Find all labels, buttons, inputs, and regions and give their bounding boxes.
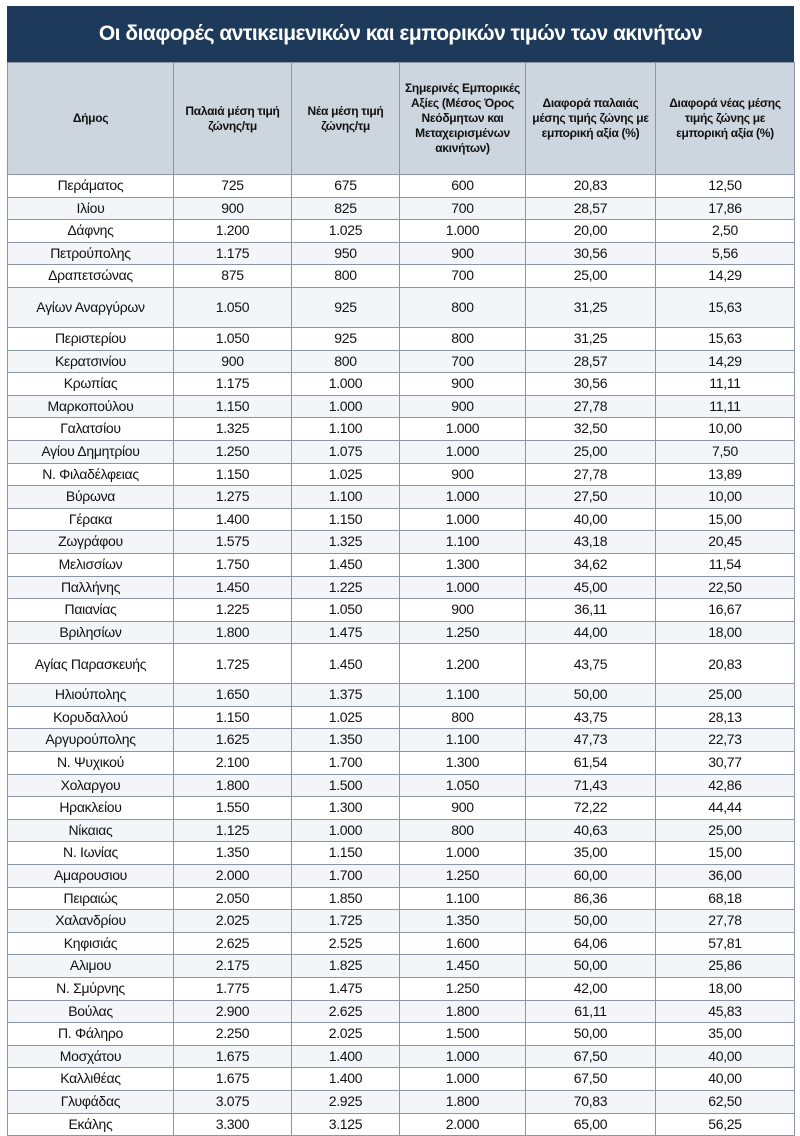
cell-market-value: 800	[400, 819, 526, 842]
cell-old-diff-percent: 43,75	[526, 706, 656, 729]
cell-municipality: Ηρακλείου	[8, 797, 174, 820]
cell-new-diff-percent: 10,00	[656, 486, 795, 509]
cell-new-diff-percent: 17,86	[656, 197, 795, 220]
cell-municipality: Αλιμου	[8, 955, 174, 978]
cell-new-diff-percent: 40,00	[656, 1068, 795, 1091]
cell-municipality: Ν. Ιωνίας	[8, 842, 174, 865]
cell-market-value: 900	[400, 242, 526, 265]
cell-new-zone-price: 1.150	[292, 842, 400, 865]
cell-municipality: Κερατσινίου	[8, 350, 174, 373]
cell-old-zone-price: 1.350	[174, 842, 292, 865]
cell-old-zone-price: 1.050	[174, 327, 292, 350]
table-row	[8, 1113, 795, 1136]
table-row	[8, 265, 795, 288]
cell-old-diff-percent: 43,18	[526, 531, 656, 554]
cell-market-value: 700	[400, 350, 526, 373]
cell-old-diff-percent: 30,56	[526, 373, 656, 396]
infographic-frame	[7, 6, 794, 1132]
cell-old-diff-percent: 25,00	[526, 440, 656, 463]
cell-market-value: 1.000	[400, 508, 526, 531]
cell-municipality: Βύρωνα	[8, 486, 174, 509]
cell-new-zone-price: 1.150	[292, 508, 400, 531]
cell-new-zone-price: 1.450	[292, 553, 400, 576]
cell-market-value: 1.300	[400, 553, 526, 576]
cell-new-diff-percent: 22,73	[656, 729, 795, 752]
table-row	[8, 463, 795, 486]
cell-municipality: Πειραιώς	[8, 887, 174, 910]
cell-market-value: 1.050	[400, 774, 526, 797]
cell-old-diff-percent: 50,00	[526, 684, 656, 707]
cell-new-zone-price: 1.400	[292, 1045, 400, 1068]
table-row	[8, 978, 795, 1001]
cell-new-zone-price: 800	[292, 265, 400, 288]
cell-new-diff-percent: 45,83	[656, 1000, 795, 1023]
cell-market-value: 900	[400, 599, 526, 622]
cell-old-diff-percent: 27,50	[526, 486, 656, 509]
cell-old-zone-price: 1.750	[174, 553, 292, 576]
cell-new-diff-percent: 10,00	[656, 418, 795, 441]
cell-new-zone-price: 1.825	[292, 955, 400, 978]
cell-new-zone-price: 675	[292, 175, 400, 198]
cell-market-value: 600	[400, 175, 526, 198]
cell-municipality: Πετρούπολης	[8, 242, 174, 265]
cell-municipality: Καλλιθέας	[8, 1068, 174, 1091]
cell-old-zone-price: 1.400	[174, 508, 292, 531]
cell-market-value: 800	[400, 327, 526, 350]
cell-old-diff-percent: 30,56	[526, 242, 656, 265]
cell-old-zone-price: 2.250	[174, 1023, 292, 1046]
table-row	[8, 1000, 795, 1023]
cell-new-diff-percent: 25,00	[656, 819, 795, 842]
header-old-diff-percent: Διαφορά παλαιάς μέσης τιμής ζώνης με εμπορική αξία (%)	[526, 63, 656, 175]
cell-municipality: Γαλατσίου	[8, 418, 174, 441]
cell-old-diff-percent: 42,00	[526, 978, 656, 1001]
cell-municipality: Εκάλης	[8, 1113, 174, 1136]
header-municipality: Δήμος	[8, 63, 174, 175]
cell-old-diff-percent: 20,83	[526, 175, 656, 198]
cell-new-zone-price: 2.025	[292, 1023, 400, 1046]
cell-new-diff-percent: 5,56	[656, 242, 795, 265]
cell-market-value: 1.000	[400, 576, 526, 599]
table-row	[8, 752, 795, 775]
cell-new-diff-percent: 13,89	[656, 463, 795, 486]
cell-old-diff-percent: 67,50	[526, 1045, 656, 1068]
cell-new-zone-price: 950	[292, 242, 400, 265]
table-row	[8, 887, 795, 910]
cell-old-diff-percent: 40,63	[526, 819, 656, 842]
table-row	[8, 440, 795, 463]
cell-municipality: Μοσχάτου	[8, 1045, 174, 1068]
cell-new-diff-percent: 68,18	[656, 887, 795, 910]
cell-new-zone-price: 1.700	[292, 865, 400, 888]
cell-new-zone-price: 1.225	[292, 576, 400, 599]
cell-new-zone-price: 2.625	[292, 1000, 400, 1023]
cell-market-value: 1.500	[400, 1023, 526, 1046]
cell-old-diff-percent: 25,00	[526, 265, 656, 288]
header-new-zone-price: Νέα μέση τιμή ζώνης/τμ	[292, 63, 400, 175]
cell-new-diff-percent: 7,50	[656, 440, 795, 463]
header-row	[8, 63, 795, 175]
cell-market-value: 800	[400, 287, 526, 327]
table-row	[8, 508, 795, 531]
cell-old-diff-percent: 50,00	[526, 910, 656, 933]
cell-old-zone-price: 1.175	[174, 373, 292, 396]
cell-new-zone-price: 1.000	[292, 373, 400, 396]
table-title: Οι διαφορές αντικειμενικών και εμπορικών τιμών των ακινήτων	[7, 6, 794, 62]
cell-old-diff-percent: 36,11	[526, 599, 656, 622]
table-row	[8, 842, 795, 865]
cell-old-diff-percent: 61,11	[526, 1000, 656, 1023]
cell-municipality: Βούλας	[8, 1000, 174, 1023]
cell-old-zone-price: 1.150	[174, 395, 292, 418]
cell-municipality: Δραπετσώνας	[8, 265, 174, 288]
cell-new-diff-percent: 36,00	[656, 865, 795, 888]
cell-old-zone-price: 1.675	[174, 1045, 292, 1068]
table-row	[8, 242, 795, 265]
cell-market-value: 1.000	[400, 440, 526, 463]
cell-new-zone-price: 1.025	[292, 463, 400, 486]
cell-market-value: 700	[400, 265, 526, 288]
table-row	[8, 706, 795, 729]
cell-old-zone-price: 1.125	[174, 819, 292, 842]
cell-new-zone-price: 2.525	[292, 932, 400, 955]
table-row	[8, 553, 795, 576]
cell-new-diff-percent: 11,11	[656, 395, 795, 418]
cell-new-diff-percent: 18,00	[656, 621, 795, 644]
cell-old-diff-percent: 31,25	[526, 287, 656, 327]
cell-old-diff-percent: 27,78	[526, 463, 656, 486]
table-row	[8, 350, 795, 373]
cell-new-diff-percent: 11,11	[656, 373, 795, 396]
cell-new-diff-percent: 20,83	[656, 644, 795, 684]
cell-market-value: 900	[400, 797, 526, 820]
cell-municipality: Κηφισιάς	[8, 932, 174, 955]
cell-municipality: Περάματος	[8, 175, 174, 198]
cell-market-value: 1.100	[400, 531, 526, 554]
cell-market-value: 1.250	[400, 865, 526, 888]
cell-old-diff-percent: 67,50	[526, 1068, 656, 1091]
cell-municipality: Αγίου Δημητρίου	[8, 440, 174, 463]
cell-old-diff-percent: 50,00	[526, 1023, 656, 1046]
cell-municipality: Κορυδαλλού	[8, 706, 174, 729]
cell-market-value: 1.100	[400, 887, 526, 910]
table-row	[8, 1023, 795, 1046]
cell-market-value: 1.000	[400, 486, 526, 509]
table-row	[8, 287, 795, 327]
cell-new-diff-percent: 44,44	[656, 797, 795, 820]
cell-old-diff-percent: 61,54	[526, 752, 656, 775]
table-row	[8, 865, 795, 888]
cell-old-diff-percent: 65,00	[526, 1113, 656, 1136]
cell-new-zone-price: 1.000	[292, 819, 400, 842]
cell-new-zone-price: 1.475	[292, 621, 400, 644]
cell-old-zone-price: 3.075	[174, 1090, 292, 1113]
cell-old-diff-percent: 43,75	[526, 644, 656, 684]
cell-old-diff-percent: 44,00	[526, 621, 656, 644]
cell-new-diff-percent: 2,50	[656, 220, 795, 243]
table-row	[8, 373, 795, 396]
cell-old-zone-price: 875	[174, 265, 292, 288]
table-row	[8, 1068, 795, 1091]
cell-old-diff-percent: 35,00	[526, 842, 656, 865]
cell-municipality: Ν. Σμύρνης	[8, 978, 174, 1001]
cell-old-zone-price: 1.575	[174, 531, 292, 554]
cell-new-zone-price: 1.050	[292, 599, 400, 622]
table-row	[8, 797, 795, 820]
cell-market-value: 1.000	[400, 1045, 526, 1068]
table-row	[8, 327, 795, 350]
cell-old-zone-price: 1.775	[174, 978, 292, 1001]
cell-new-diff-percent: 40,00	[656, 1045, 795, 1068]
cell-old-diff-percent: 64,06	[526, 932, 656, 955]
cell-old-diff-percent: 27,78	[526, 395, 656, 418]
cell-market-value: 1.000	[400, 1068, 526, 1091]
cell-old-diff-percent: 40,00	[526, 508, 656, 531]
header-market-value: Σημερινές Εμπορικές Αξίες (Μέσος Όρος Νεόδμητων και Μεταχειρισμένων ακινήτων)	[400, 63, 526, 175]
cell-market-value: 1.800	[400, 1090, 526, 1113]
cell-market-value: 1.800	[400, 1000, 526, 1023]
cell-new-diff-percent: 20,45	[656, 531, 795, 554]
cell-new-diff-percent: 16,67	[656, 599, 795, 622]
cell-market-value: 1.000	[400, 418, 526, 441]
cell-new-diff-percent: 28,13	[656, 706, 795, 729]
cell-old-zone-price: 1.150	[174, 463, 292, 486]
cell-old-zone-price: 725	[174, 175, 292, 198]
cell-new-zone-price: 825	[292, 197, 400, 220]
cell-new-diff-percent: 62,50	[656, 1090, 795, 1113]
cell-old-zone-price: 1.650	[174, 684, 292, 707]
cell-municipality: Αγίων Αναργύρων	[8, 287, 174, 327]
cell-old-zone-price: 1.200	[174, 220, 292, 243]
cell-new-diff-percent: 14,29	[656, 265, 795, 288]
cell-old-zone-price: 1.175	[174, 242, 292, 265]
table-row	[8, 395, 795, 418]
cell-old-diff-percent: 47,73	[526, 729, 656, 752]
cell-old-zone-price: 1.625	[174, 729, 292, 752]
cell-new-zone-price: 800	[292, 350, 400, 373]
cell-municipality: Ζωγράφου	[8, 531, 174, 554]
cell-old-zone-price: 1.225	[174, 599, 292, 622]
property-values-table	[7, 62, 795, 1136]
cell-market-value: 1.250	[400, 978, 526, 1001]
cell-new-zone-price: 1.025	[292, 220, 400, 243]
cell-new-zone-price: 3.125	[292, 1113, 400, 1136]
table-row	[8, 932, 795, 955]
table-row	[8, 644, 795, 684]
cell-old-diff-percent: 31,25	[526, 327, 656, 350]
cell-municipality: Αμαρουσιου	[8, 865, 174, 888]
table-row	[8, 774, 795, 797]
table-row	[8, 418, 795, 441]
table-row	[8, 955, 795, 978]
cell-new-zone-price: 1.025	[292, 706, 400, 729]
cell-market-value: 900	[400, 395, 526, 418]
cell-new-zone-price: 1.375	[292, 684, 400, 707]
cell-new-diff-percent: 35,00	[656, 1023, 795, 1046]
cell-market-value: 2.000	[400, 1113, 526, 1136]
cell-municipality: Αγίας Παρασκευής	[8, 644, 174, 684]
cell-old-diff-percent: 72,22	[526, 797, 656, 820]
table-row	[8, 576, 795, 599]
cell-old-diff-percent: 50,00	[526, 955, 656, 978]
cell-market-value: 1.200	[400, 644, 526, 684]
cell-new-diff-percent: 30,77	[656, 752, 795, 775]
table-row	[8, 684, 795, 707]
cell-new-diff-percent: 15,63	[656, 287, 795, 327]
table-row	[8, 486, 795, 509]
table-row	[8, 220, 795, 243]
table-row	[8, 1090, 795, 1113]
cell-old-diff-percent: 71,43	[526, 774, 656, 797]
cell-new-diff-percent: 22,50	[656, 576, 795, 599]
cell-market-value: 1.100	[400, 684, 526, 707]
cell-market-value: 800	[400, 706, 526, 729]
cell-new-zone-price: 1.725	[292, 910, 400, 933]
cell-market-value: 1.350	[400, 910, 526, 933]
cell-old-zone-price: 900	[174, 350, 292, 373]
table-row	[8, 175, 795, 198]
cell-new-zone-price: 1.000	[292, 395, 400, 418]
table-row	[8, 729, 795, 752]
cell-new-zone-price: 1.850	[292, 887, 400, 910]
cell-market-value: 900	[400, 463, 526, 486]
cell-municipality: Νίκαιας	[8, 819, 174, 842]
cell-new-zone-price: 925	[292, 327, 400, 350]
cell-old-diff-percent: 20,00	[526, 220, 656, 243]
cell-old-zone-price: 2.900	[174, 1000, 292, 1023]
cell-old-zone-price: 2.050	[174, 887, 292, 910]
cell-market-value: 900	[400, 373, 526, 396]
cell-new-diff-percent: 12,50	[656, 175, 795, 198]
cell-old-diff-percent: 28,57	[526, 350, 656, 373]
cell-new-diff-percent: 15,63	[656, 327, 795, 350]
cell-municipality: Γέρακα	[8, 508, 174, 531]
header-old-zone-price: Παλαιά μέση τιμή ζώνης/τμ	[174, 63, 292, 175]
cell-new-diff-percent: 15,00	[656, 842, 795, 865]
cell-new-diff-percent: 42,86	[656, 774, 795, 797]
cell-municipality: Βριλησίων	[8, 621, 174, 644]
cell-market-value: 1.100	[400, 729, 526, 752]
cell-new-diff-percent: 11,54	[656, 553, 795, 576]
table-row	[8, 531, 795, 554]
table-row	[8, 910, 795, 933]
cell-old-zone-price: 2.175	[174, 955, 292, 978]
cell-old-zone-price: 2.025	[174, 910, 292, 933]
cell-municipality: Χολαργου	[8, 774, 174, 797]
cell-old-zone-price: 1.050	[174, 287, 292, 327]
cell-new-diff-percent: 25,86	[656, 955, 795, 978]
cell-new-diff-percent: 56,25	[656, 1113, 795, 1136]
cell-old-zone-price: 1.325	[174, 418, 292, 441]
cell-new-zone-price: 2.925	[292, 1090, 400, 1113]
cell-old-diff-percent: 34,62	[526, 553, 656, 576]
cell-market-value: 1.300	[400, 752, 526, 775]
cell-old-zone-price: 2.000	[174, 865, 292, 888]
cell-old-zone-price: 1.725	[174, 644, 292, 684]
cell-new-diff-percent: 25,00	[656, 684, 795, 707]
cell-old-zone-price: 1.550	[174, 797, 292, 820]
cell-old-diff-percent: 60,00	[526, 865, 656, 888]
cell-new-zone-price: 1.325	[292, 531, 400, 554]
table-row	[8, 197, 795, 220]
table-row	[8, 599, 795, 622]
cell-market-value: 1.600	[400, 932, 526, 955]
cell-old-zone-price: 1.800	[174, 621, 292, 644]
cell-new-zone-price: 1.700	[292, 752, 400, 775]
table-row	[8, 621, 795, 644]
table-row	[8, 1045, 795, 1068]
cell-municipality: Δάφνης	[8, 220, 174, 243]
cell-new-diff-percent: 18,00	[656, 978, 795, 1001]
cell-new-zone-price: 1.400	[292, 1068, 400, 1091]
cell-new-zone-price: 1.100	[292, 486, 400, 509]
cell-new-diff-percent: 15,00	[656, 508, 795, 531]
cell-old-diff-percent: 86,36	[526, 887, 656, 910]
cell-new-zone-price: 1.500	[292, 774, 400, 797]
cell-municipality: Ν. Ψυχικού	[8, 752, 174, 775]
cell-old-zone-price: 1.675	[174, 1068, 292, 1091]
table-body	[8, 175, 795, 1136]
cell-old-zone-price: 2.100	[174, 752, 292, 775]
cell-old-diff-percent: 70,83	[526, 1090, 656, 1113]
cell-old-zone-price: 2.625	[174, 932, 292, 955]
cell-old-diff-percent: 32,50	[526, 418, 656, 441]
cell-new-zone-price: 1.450	[292, 644, 400, 684]
cell-old-diff-percent: 45,00	[526, 576, 656, 599]
cell-market-value: 1.250	[400, 621, 526, 644]
cell-municipality: Π. Φάληρο	[8, 1023, 174, 1046]
cell-new-diff-percent: 57,81	[656, 932, 795, 955]
cell-municipality: Παιανίας	[8, 599, 174, 622]
cell-municipality: Περιστερίου	[8, 327, 174, 350]
cell-municipality: Ηλιούπολης	[8, 684, 174, 707]
cell-old-zone-price: 900	[174, 197, 292, 220]
cell-municipality: Μαρκοπούλου	[8, 395, 174, 418]
cell-municipality: Χαλανδρίου	[8, 910, 174, 933]
cell-market-value: 1.000	[400, 220, 526, 243]
cell-new-zone-price: 1.300	[292, 797, 400, 820]
cell-municipality: Παλλήνης	[8, 576, 174, 599]
cell-municipality: Γλυφάδας	[8, 1090, 174, 1113]
cell-old-zone-price: 1.800	[174, 774, 292, 797]
cell-new-zone-price: 1.350	[292, 729, 400, 752]
cell-market-value: 1.000	[400, 842, 526, 865]
cell-new-diff-percent: 27,78	[656, 910, 795, 933]
cell-new-diff-percent: 14,29	[656, 350, 795, 373]
cell-market-value: 700	[400, 197, 526, 220]
cell-municipality: Αργυρούπολης	[8, 729, 174, 752]
cell-old-zone-price: 1.150	[174, 706, 292, 729]
cell-old-zone-price: 1.250	[174, 440, 292, 463]
cell-old-diff-percent: 28,57	[526, 197, 656, 220]
cell-municipality: Κρωπίας	[8, 373, 174, 396]
cell-market-value: 1.450	[400, 955, 526, 978]
cell-new-zone-price: 1.075	[292, 440, 400, 463]
cell-new-zone-price: 925	[292, 287, 400, 327]
cell-new-zone-price: 1.475	[292, 978, 400, 1001]
cell-municipality: Ν. Φιλαδέλφειας	[8, 463, 174, 486]
table-row	[8, 819, 795, 842]
cell-municipality: Ιλίου	[8, 197, 174, 220]
cell-old-zone-price: 3.300	[174, 1113, 292, 1136]
header-new-diff-percent: Διαφορά νέας μέσης τιμής ζώνης με εμπορική αξία (%)	[656, 63, 795, 175]
cell-municipality: Μελισσίων	[8, 553, 174, 576]
cell-old-zone-price: 1.450	[174, 576, 292, 599]
cell-old-zone-price: 1.275	[174, 486, 292, 509]
cell-new-zone-price: 1.100	[292, 418, 400, 441]
